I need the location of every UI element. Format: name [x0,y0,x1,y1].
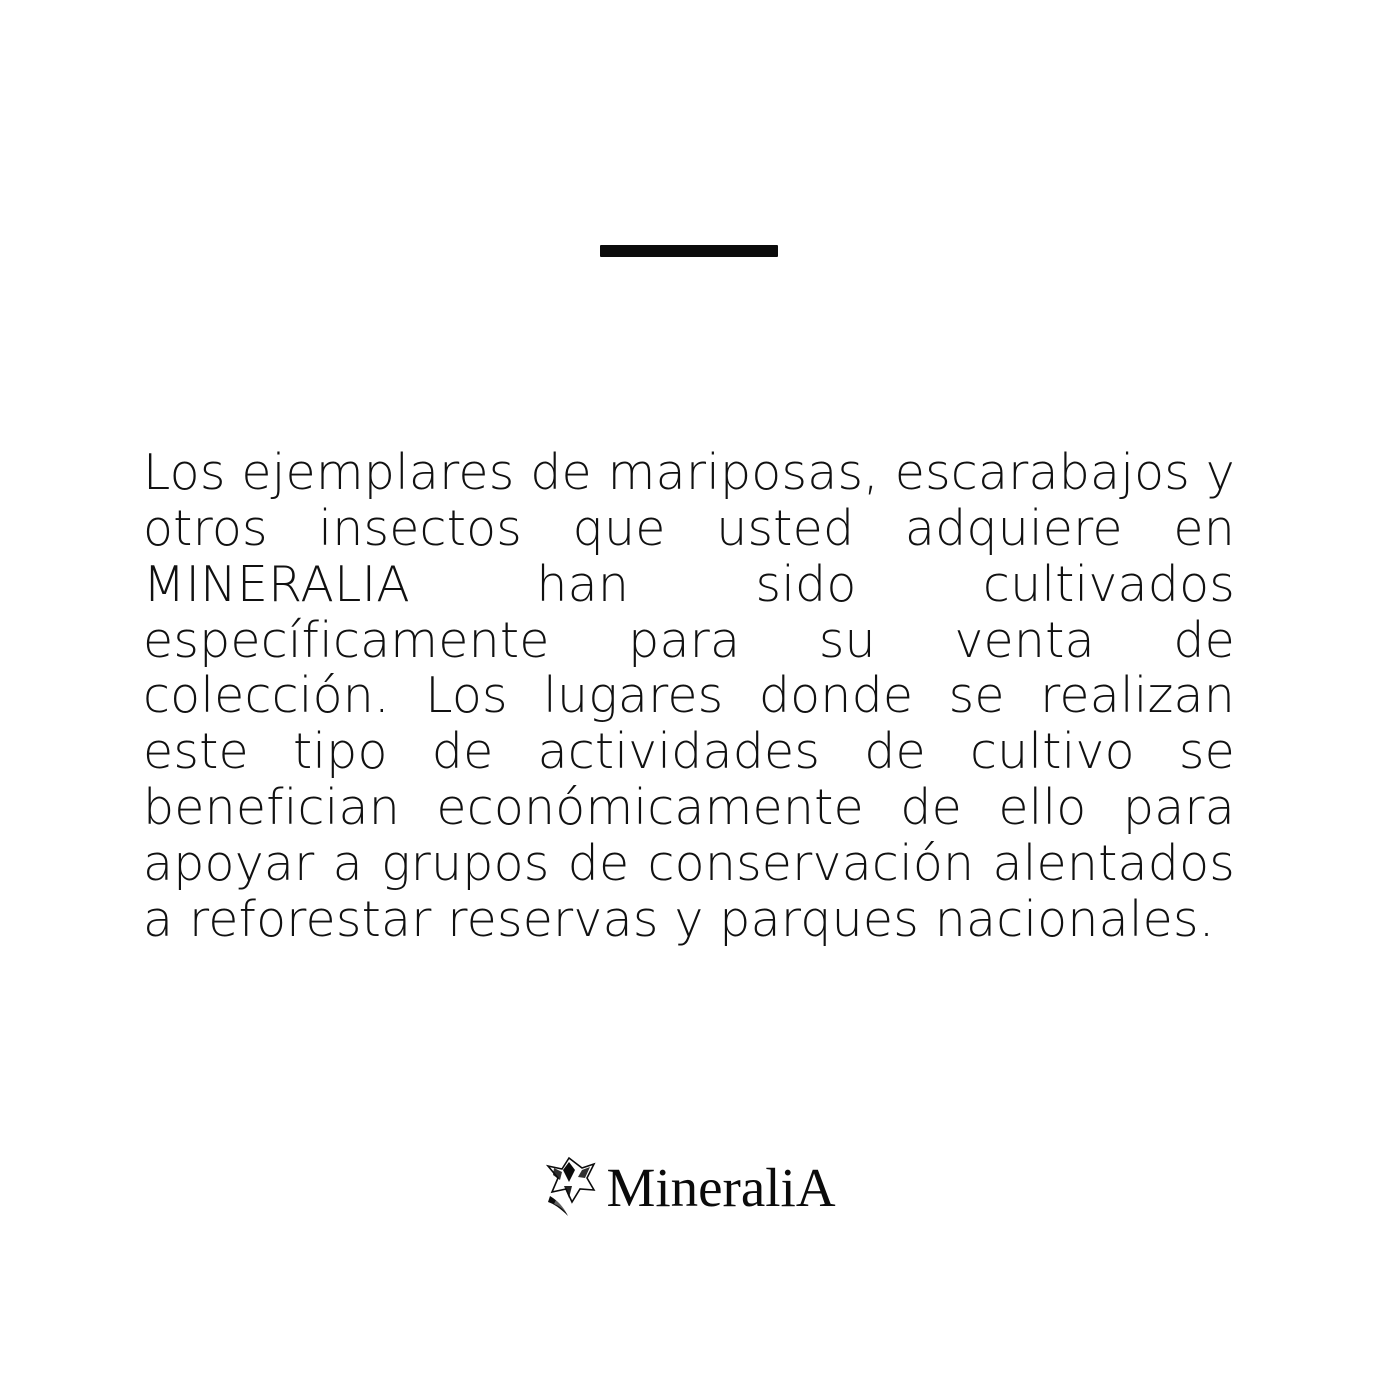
mineral-crystal-icon [542,1156,596,1218]
body-container [143,445,1235,948]
horizontal-rule [600,245,778,257]
body-paragraph: Los ejemplares de mariposas, escarabajos y otros insectos que usted adquiere en MINERALIA han sido cultivados específicamente para su venta de colección. Los lugares donde se realizan este tipo de actividades de cultivo se benefician económicamente de ello para apoyar a grupos de conservación alentados a reforestar reservas y parques nacionales. [143,444,1235,948]
brand-name: MineraliA [606,1156,836,1218]
brand-lockup [0,1156,1378,1218]
